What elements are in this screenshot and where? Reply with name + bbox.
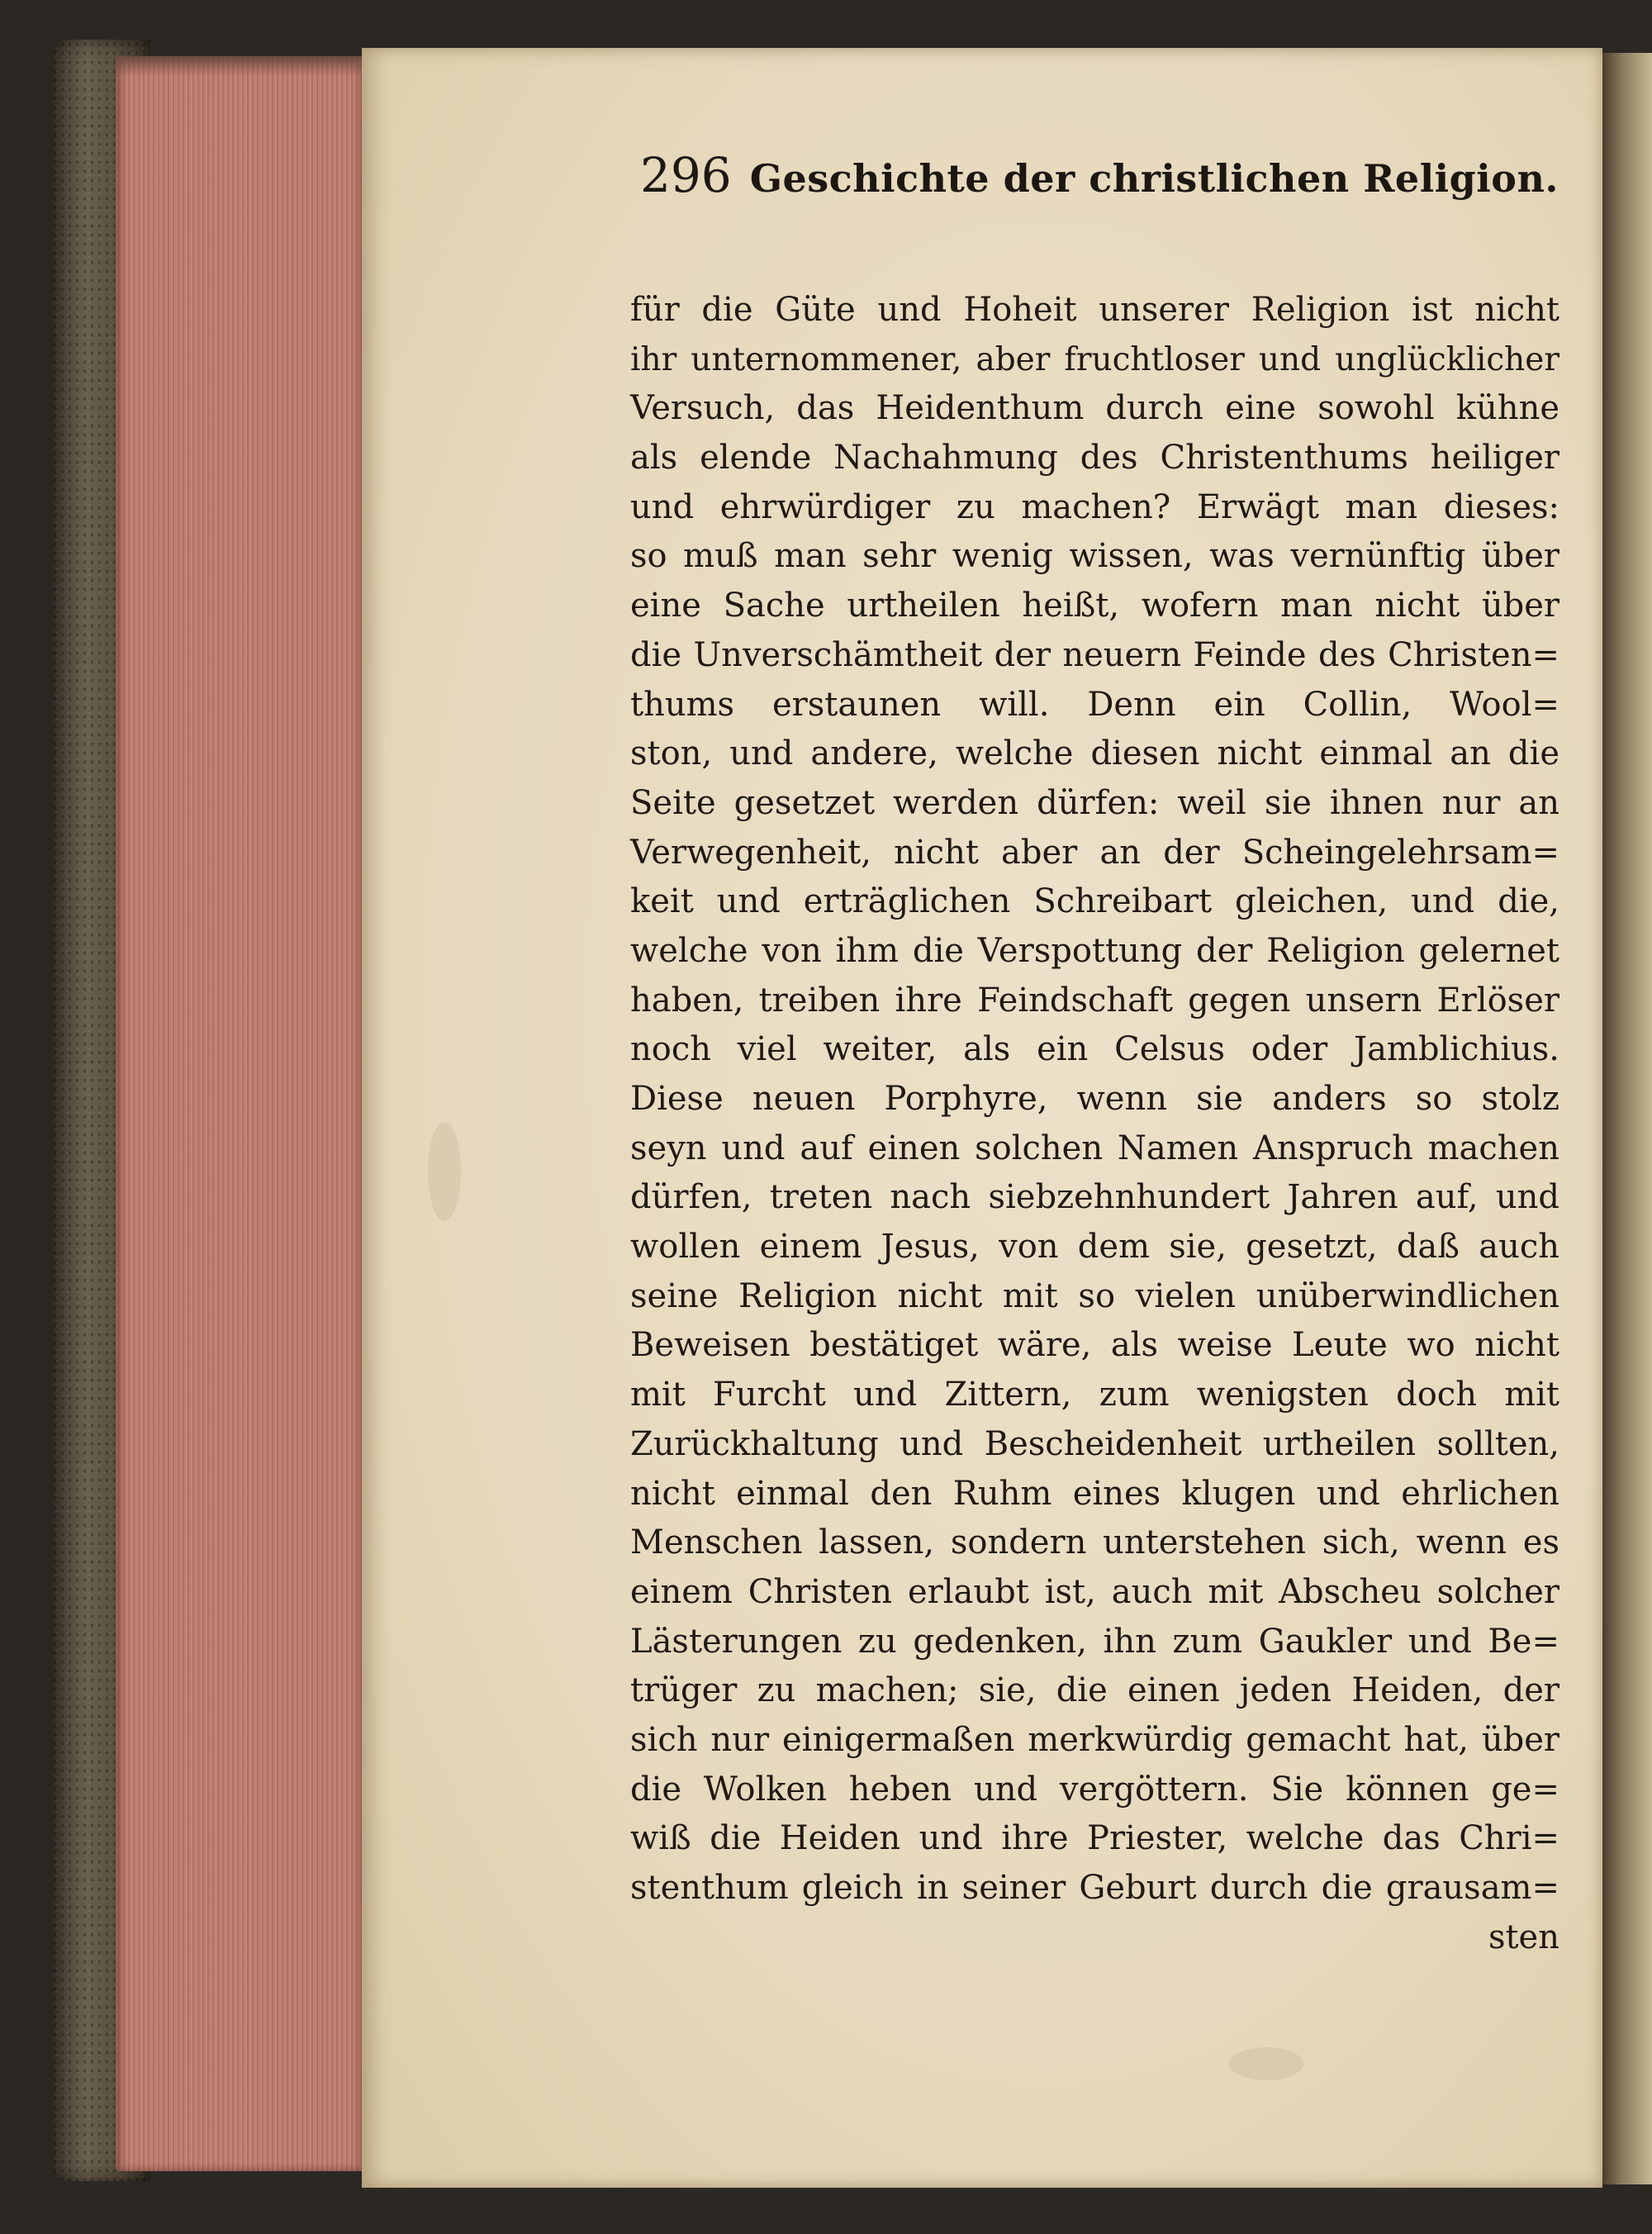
text-line: dürfen, treten nach siebzehnhundert Jahren auf, und [630,1178,1559,1217]
text-line: für die Güte und Hoheit unserer Religion ist nicht [630,291,1559,329]
text-line: Seite gesetzet werden dürfen: weil sie ihnen nur an [630,783,1559,822]
text-line: Zurückhaltung und Bescheidenheit urtheilen sollten, [630,1424,1559,1463]
text-line: seine Religion nicht mit so vielen unüberwindlichen [630,1276,1559,1315]
text-line: die Unverschämtheit der neuern Feinde des Christen= [630,635,1559,674]
text-line: keit und erträglichen Schreibart gleichen, und die, [630,882,1559,921]
text-line: Menschen lassen, sondern unterstehen sich, wenn es [630,1523,1559,1562]
text-line: die Wolken heben und vergöttern. Sie können ge= [630,1770,1559,1809]
text-line: einem Christen erlaubt ist, auch mit Abscheu solcher [630,1572,1559,1611]
text-line: mit Furcht und Zittern, zum wenigsten doch mit [630,1376,1559,1414]
text-line: thums erstaunen will. Denn ein Collin, Wool= [630,685,1559,724]
text-line: Diese neuen Porphyre, wenn sie anders so stolz [630,1080,1559,1118]
text-line: ihr unternommener, aber fruchtloser und unglücklicher [630,340,1559,378]
text-line: haben, treiben ihre Feindschaft gegen unsern Erlöser [630,981,1559,1020]
text-line: wollen einem Jesus, von dem sie, gesetzt, daß auch [630,1228,1559,1267]
text-line: noch viel weiter, als ein Celsus oder Jamblichius. [630,1030,1559,1069]
page-edges [116,56,363,2171]
paper-stain [1229,2047,1303,2080]
body-text [630,286,1559,1962]
text-line: als elende Nachahmung des Christenthums heiliger [630,439,1559,478]
text-line: Versuch, das Heidenthum durch eine sowohl kühne [630,389,1559,428]
running-title: Geschichte der christlichen Religion. [749,156,1559,201]
text-line: welche von ihm die Verspottung der Religion gelernet [630,931,1559,970]
text-line: ston, und andere, welche diesen nicht einmal an die [630,734,1559,773]
text-line: sich nur einigermaßen merkwürdig gemacht hat, über [630,1720,1559,1759]
text-line: so muß man sehr wenig wissen, was vernünftig über [630,537,1559,576]
text-line: stenthum gleich in seiner Geburt durch die grausam= [630,1869,1559,1907]
text-line: seyn und auf einen solchen Namen Anspruch machen [630,1129,1559,1167]
page-number: 296 [640,147,732,203]
text-line: wiß die Heiden und ihre Priester, welche das Chri= [630,1819,1559,1858]
text-line: nicht einmal den Ruhm eines klugen und ehrlichen [630,1474,1559,1513]
facing-page-edge [1602,53,1652,2184]
page-header [640,147,1565,203]
book-page [362,48,1602,2188]
catchword: sten [1488,1918,1559,1956]
text-line: und ehrwürdiger zu machen? Erwägt man dieses: [630,487,1559,526]
text-line: trüger zu machen; sie, die einen jeden Heiden, der [630,1671,1559,1710]
paper-stain [428,1122,461,1221]
text-line: Beweisen bestätiget wäre, als weise Leute wo nicht [630,1326,1559,1365]
text-line: Verwegenheit, nicht aber an der Scheingelehrsam= [630,833,1559,872]
text-line: eine Sache urtheilen heißt, wofern man nicht über [630,587,1559,625]
text-line: Lästerungen zu gedenken, ihn zum Gaukler und Be= [630,1622,1559,1661]
